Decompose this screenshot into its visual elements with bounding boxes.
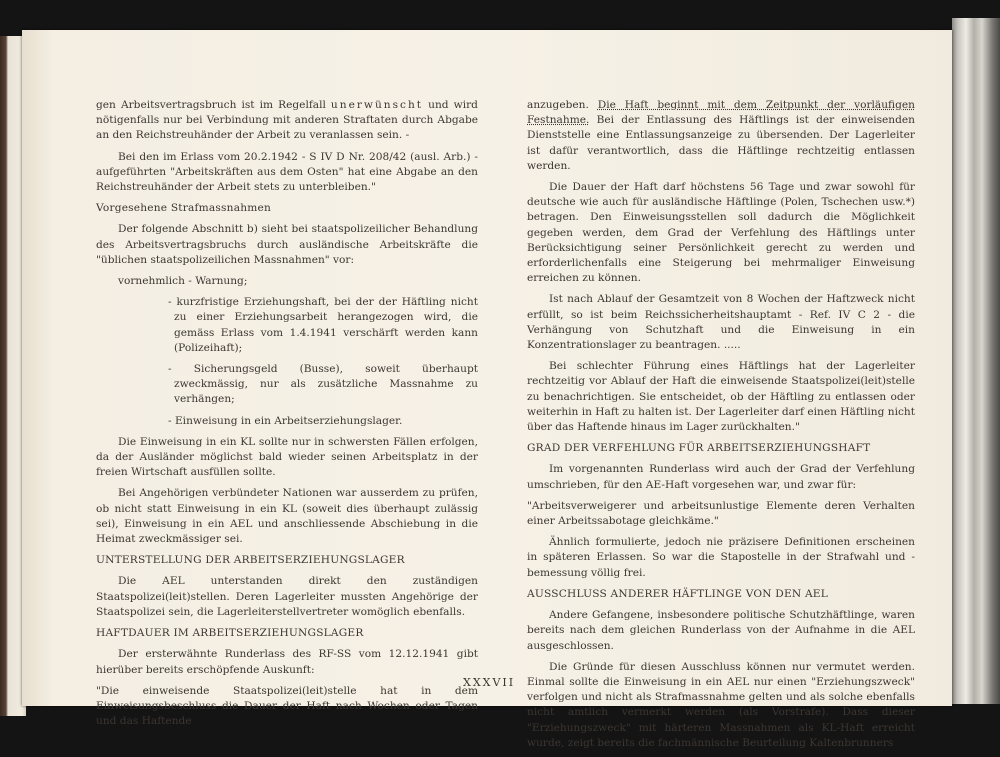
paragraph: Die Dauer der Haft darf höchstens 56 Tage und zwar sowohl für deutsche wie auch für ausländische Häftlinge (Polen, Tschechen usw.*) betragen. Den Einweisungsstellen soll dadurch die Möglichkeit gegeben werden, dem Grad der Verfehlung des Häftlings unter Berücksichtigung seiner Persönlichkeit gerecht zu werden und erforderlichenfalls eine Steigerung bei mehrmaliger Einweisung erreichen zu können. [527, 181, 915, 285]
section-heading: UNTERSTELLUNG DER ARBEITSERZIEHUNGSLAGER [96, 554, 405, 567]
paragraph [527, 98, 915, 174]
text: und wird nötigenfalls nur bei Verbindung mit anderen Straftaten durch Abgabe an den Reichstreuhänder der Arbeit zu veranlassen sein. - [96, 99, 478, 142]
paragraph: Bei den im Erlass vom 20.2.1942 - S IV D Nr. 208/42 (ausl. Arb.) - aufgeführten "Arbeitskräften aus dem Osten" hat eine Abgabe an den Reichstreuhänder der Arbeit stets zu unterbleiben." [96, 150, 478, 194]
section-heading: GRAD DER VERFEHLUNG FÜR ARBEITSERZIEHUNGSHAFT [527, 442, 871, 455]
underlined-text: Die Haft beginnt mit dem Zeitpunkt der vorläufigen Festnahme. [527, 99, 915, 127]
paragraph: Bei schlechter Führung eines Häftlings hat der Lagerleiter rechtzeitig vor Ablauf der Haft die einweisende Staatspolizei(leit)stelle zu benachrichtigen. Sie entscheidet, ob der Häftling zu entlassen oder weiterhin in Haft zu halten ist. Der Lagerleiter darf einen Häftling nicht über das Haftende hinaus im Lager zurückhalten." [527, 360, 915, 434]
paragraph: Bei Angehörigen verbündeter Nationen war ausserdem zu prüfen, ob nicht statt Einweisung in ein KL (soweit dies überhaupt zulässig sei), Einweisung in ein AEL und anschliessende Abschiebung in die Heimat zweckmässiger sei. [96, 487, 478, 546]
paragraph: Im vorgenannten Runderlass wird auch der Grad der Verfehlung umschrieben, für den AE-Haft vorgesehen war, und zwar für: [527, 463, 915, 491]
list-item: - Einweisung in ein Arbeitserziehungslager. [168, 414, 403, 427]
paragraph: Die Gründe für diesen Ausschluss können nur vermutet werden. Einmal sollte die Einweisung in ein AEL nur einen "Erziehungszweck" verfolgen und nicht als Strafmassnahme gelten und als solche ebenfalls nicht amtlich vermerkt werden (als Vorstrafe). Dass dieser "Erziehungszweck" mit härteren Massnahmen als KL-Haft erreicht wurde, zeigt bereits die fachmännische Beurteilung Kaltenbrunners [527, 660, 915, 749]
section-heading: AUSSCHLUSS ANDERER HÄFTLINGE VON DEN AEL [527, 587, 828, 600]
right-column [527, 98, 915, 757]
paragraph: vornehmlich - Warnung; [118, 275, 248, 288]
text: anzugeben. [527, 99, 589, 111]
section-heading: HAFTDAUER IM ARBEITSERZIEHUNGSLAGER [96, 627, 364, 640]
text-spaced: unerwünscht [330, 99, 424, 111]
paragraph: Ähnlich formulierte, jedoch nie präzisere Definitionen erscheinen in späteren Erlassen. So war die Stapostelle in der Strafwahl und -bemessung völlig frei. [527, 536, 915, 579]
paragraph: Andere Gefangene, insbesondere politische Schutzhäftlinge, waren bereits nach dem gleichen Runderlass von der Aufnahme in die AEL ausgeschlossen. [527, 609, 915, 652]
section-heading: Vorgesehene Strafmassnahmen [96, 202, 271, 215]
page-number: XXXVII [463, 676, 516, 689]
list-item: - Sicherungsgeld (Busse), soweit überhaupt zweckmässig, nur als zusätzliche Massnahme zu verhängen; [168, 363, 478, 406]
list-item: - kurzfristige Erziehungshaft, bei der der Häftling nicht zu einer Erziehungsarbeit herangezogen wird, die gemäss Erlass vom 1.4.1941 verschärft werden kann (Polizeihaft); [168, 296, 478, 354]
paragraph: Der folgende Abschnitt b) sieht bei staatspolizeilicher Behandlung des Arbeitsvertragsbruchs durch ausländische Arbeitskräfte die "üblichen staatspolizeilichen Massnahmen" vor: [96, 223, 478, 266]
paragraph: Ist nach Ablauf der Gesamtzeit von 8 Wochen der Haftzweck nicht erfüllt, so ist beim Reichssicherheitshauptamt - Ref. IV C 2 - die Verhängung von Schutzhaft und die Einweisung in ein Konzentrationslager zu beantragen. ..... [527, 293, 915, 352]
quote: "Die einweisende Staatspolizei(leit)stelle hat in dem Einweisungsbeschluss die Dauer der Haft nach Wochen oder Tagen und das Haftende [96, 684, 478, 728]
book-page-edges [952, 18, 1000, 704]
paragraph [96, 98, 478, 144]
paragraph: Der ersterwähnte Runderlass des RF-SS vom 12.12.1941 gibt hierüber bereits erschöpfende Auskunft: [96, 648, 478, 676]
book-page [22, 30, 952, 749]
text: gen Arbeitsvertragsbruch ist im Regelfall [96, 99, 326, 111]
paragraph: Die Einweisung in ein KL sollte nur in schwersten Fällen erfolgen, da der Ausländer möglichst bald wieder seinen Arbeitsplatz in der freien Wirtschaft ausfüllen sollte. [96, 435, 478, 479]
paragraph: Die AEL unterstanden direkt den zuständigen Staatspolizei(leit)stellen. Deren Lagerleiter mussten Angehörige der Staatspolizei sein, die Lagerleiterstellvertreter womöglich ebenfalls. [96, 575, 478, 618]
text: Bei der Entlassung des Häftlings ist der einweisenden Dienststelle eine Entlassungsanzeige zu übersenden. Der Lagerleiter ist dafür verantwortlich, dass die Häftlinge rechtzeitig entlassen werden. [527, 114, 915, 172]
left-column [96, 98, 478, 735]
quote: "Arbeitsverweigerer und arbeitsunlustige Elemente deren Verhalten einer Arbeitssabotage gleichkäme." [527, 499, 915, 528]
